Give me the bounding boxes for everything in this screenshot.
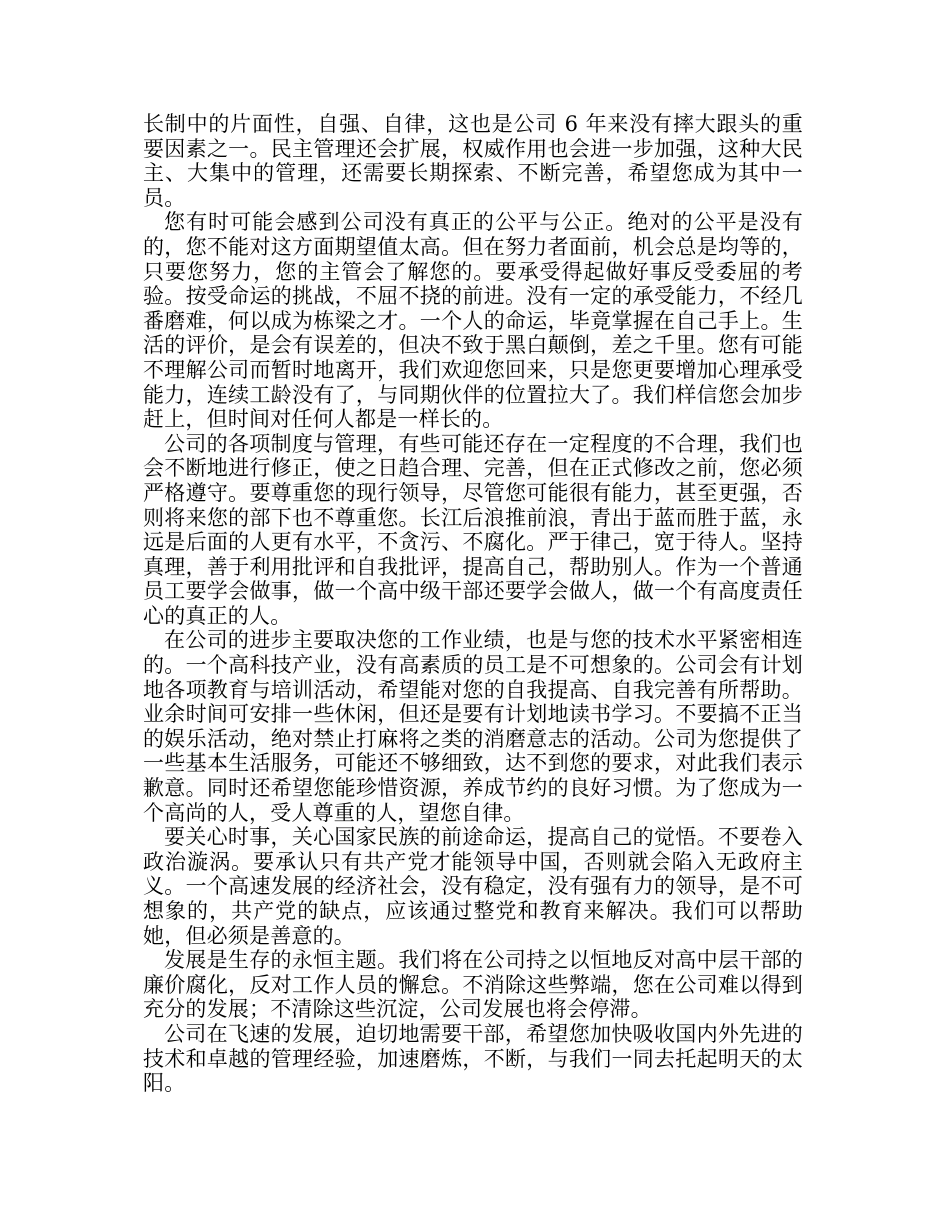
paragraph-6: 发展是生存的永恒主题。我们将在公司持之以恒地反对高中层干部的廉价腐化，反对工作人员的懈怠。不消除这些弊端，您在公司难以得到充分的发展；不清除这些沉淀，公司发展也将会停滞。 — [143, 948, 803, 1022]
paragraph-2: 您有时可能会感到公司没有真正的公平与公正。绝对的公平是没有的，您不能对这方面期望值太高。但在努力者面前，机会总是均等的，只要您努力，您的主管会了解您的。要承受得起做好事反受委屈的考验。按受命运的挑战，不屈不挠的前进。没有一定的承受能力，不经几番磨难，何以成为栋梁之才。一个人的命运，毕竟掌握在自己手上。生活的评价，是会有误差的，但决不致于黑白颠倒，差之千里。您有可能不理解公司而暂时地离开，我们欢迎您回来，只是您更要增加心理承受能力，连续工龄没有了，与同期伙伴的位置拉大了。我们样信您会加步赶上，但时间对任何人都是一样长的。 — [143, 210, 803, 432]
paragraph-3: 公司的各项制度与管理，有些可能还存在一定程度的不合理，我们也会不断地进行修正，使之日趋合理、完善，但在正式修改之前，您必须严格遵守。要尊重您的现行领导，尽管您可能很有能力，甚至更强，否则将来您的部下也不尊重您。长江后浪推前浪，青出于蓝而胜于蓝，永远是后面的人更有水平，不贪污、不腐化。严于律己，宽于待人。坚持真理，善于利用批评和自我批评，提高自己，帮助别人。作为一个普通员工要学会做事，做一个高中级干部还要学会做人，做一个有高度责任心的真正的人。 — [143, 431, 803, 628]
paragraph-4: 在公司的进步主要取决您的工作业绩，也是与您的技术水平紧密相连的。一个高科技产业，没有高素质的员工是不可想象的。公司会有计划地各项教育与培训活动，希望能对您的自我提高、自我完善有所帮助。业余时间可安排一些休闲，但还是要有计划地读书学习。不要搞不正当的娱乐活动，绝对禁止打麻将之类的消磨意志的活动。公司为您提供了一些基本生活服务，可能还不够细致，达不到您的要求，对此我们表示歉意。同时还希望您能珍惜资源，养成节约的良好习惯。为了您成为一个高尚的人，受人尊重的人，望您自律。 — [143, 628, 803, 825]
paragraph-5: 要关心时事，关心国家民族的前途命运，提高自己的觉悟。不要卷入政治漩涡。要承认只有共产党才能领导中国，否则就会陷入无政府主义。一个高速发展的经济社会，没有稳定，没有强有力的领导，是不可想象的，共产党的缺点，应该通过整党和教育来解决。我们可以帮助她，但必须是善意的。 — [143, 825, 803, 948]
paragraph-1: 长制中的片面性，自强、自律，这也是公司 6 年来没有摔大跟头的重要因素之一。民主管理还会扩展，权威作用也会进一步加强，这种大民主、大集中的管理，还需要长期探索、不断完善，希望您成为其中一员。 — [143, 112, 803, 210]
document-body — [143, 112, 803, 1096]
paragraph-7: 公司在飞速的发展，迫切地需要干部，希望您加快吸收国内外先进的技术和卓越的管理经验，加速磨炼，不断，与我们一同去托起明天的太阳。 — [143, 1021, 803, 1096]
